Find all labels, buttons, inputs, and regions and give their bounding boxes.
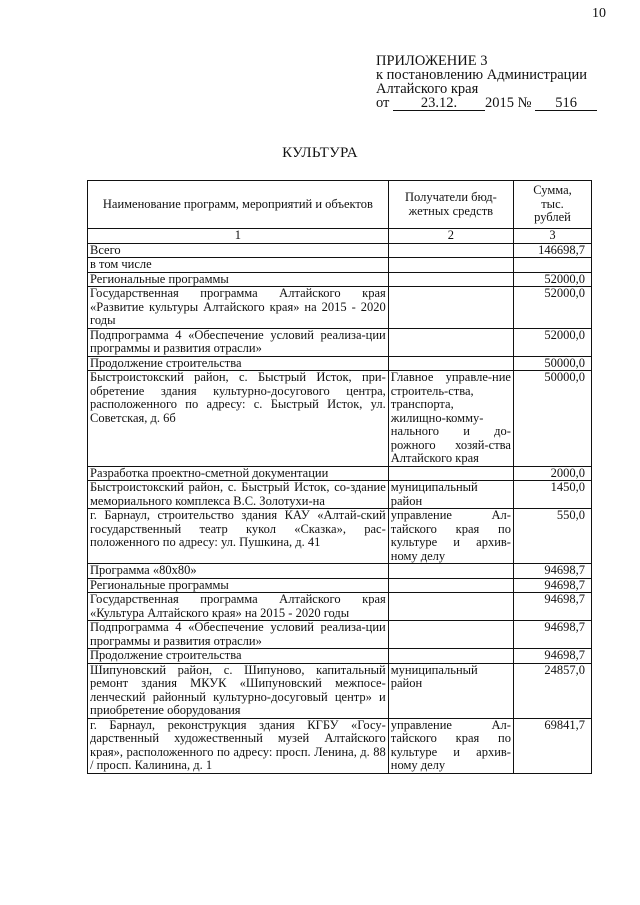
row-sum: [513, 258, 591, 273]
header-recipient: Получатели бюд-жетных средств: [388, 181, 513, 229]
row-name: Всего: [88, 243, 389, 258]
row-recipient: [388, 564, 513, 579]
row-recipient: муниципальный район: [388, 663, 513, 718]
appendix-line-3: Алтайского края: [376, 81, 479, 97]
header-sum: Сумма, тыс. рублей: [513, 181, 591, 229]
row-name: г. Барнаул, реконструкция здания КГБУ «Госу-дарственный художественный музей Алтайского края», расположенного по адресу: просп. Ленина, д. 88 / просп. Калинина, д. 1: [88, 718, 389, 773]
col-number-2: 2: [388, 229, 513, 244]
row-name: Региональные программы: [88, 272, 389, 287]
section-title: КУЛЬТУРА: [282, 145, 358, 161]
row-sum: 50000,0: [513, 356, 591, 371]
column-number-row: [88, 229, 592, 244]
row-name: Подпрограмма 4 «Обеспечение условий реализа-ции программы и развития отрасли»: [88, 328, 389, 356]
row-recipient: [388, 272, 513, 287]
table-row: [88, 509, 592, 564]
row-recipient: управление Ал-тайского края по культуре и архив-ному делу: [388, 718, 513, 773]
row-recipient: [388, 578, 513, 593]
table-row: [88, 564, 592, 579]
row-sum: 52000,0: [513, 328, 591, 356]
appendix-line-2: к постановлению Администрации: [376, 67, 587, 83]
col-number-1: 1: [88, 229, 389, 244]
row-recipient: [388, 243, 513, 258]
row-recipient: [388, 356, 513, 371]
row-recipient: управление Ал-тайского края по культуре и архив-ному делу: [388, 509, 513, 564]
row-sum: 146698,7: [513, 243, 591, 258]
row-name: Шипуновский район, с. Шипуново, капитальный ремонт здания МКУК «Шипуновский межпосе-ленческий районный культурно-досуговый центр» и приобретение оборудования: [88, 663, 389, 718]
table-row: [88, 243, 592, 258]
row-recipient: [388, 621, 513, 649]
page-number: 10: [592, 6, 606, 21]
row-name: Разработка проектно-сметной документации: [88, 466, 389, 481]
row-sum: 94698,7: [513, 564, 591, 579]
row-name: Государственная программа Алтайского края «Культура Алтайского края» на 2015 - 2020 годы: [88, 593, 389, 621]
row-sum: 50000,0: [513, 371, 591, 467]
row-recipient: [388, 258, 513, 273]
decree-number: 516: [535, 97, 597, 111]
decree-date: 23.12.: [393, 97, 485, 111]
decree-year: 2015 №: [485, 95, 532, 111]
row-sum: 94698,7: [513, 621, 591, 649]
appendix-title: ПРИЛОЖЕНИЕ 3: [376, 53, 488, 69]
table-row: [88, 593, 592, 621]
row-name: Быстроистокский район, с. Быстрый Исток, со-здание мемориального комплекса В.С. Золотухи-на: [88, 481, 389, 509]
table-row: [88, 258, 592, 273]
row-name: Быстроистокский район, с. Быстрый Исток, при-обретение здания культурно-досугового центра, расположенного по адресу: с. Быстрый Исток, ул. Советская, д. 6б: [88, 371, 389, 467]
table-row: [88, 621, 592, 649]
table-row: [88, 718, 592, 773]
date-prefix: от: [376, 95, 390, 111]
row-name: Региональные программы: [88, 578, 389, 593]
table-row: [88, 663, 592, 718]
row-recipient: [388, 649, 513, 664]
row-name: Программа «80х80»: [88, 564, 389, 579]
table-row: [88, 649, 592, 664]
row-sum: 52000,0: [513, 287, 591, 329]
row-recipient: Главное управле-ние строитель-ства, транспорта, жилищно-комму-нального и до-рожного хозяй-ства Алтайского края: [388, 371, 513, 467]
row-sum: 550,0: [513, 509, 591, 564]
budget-table: [87, 180, 592, 774]
table-row: [88, 272, 592, 287]
row-name: Подпрограмма 4 «Обеспечение условий реализа-ции программы и развития отрасли»: [88, 621, 389, 649]
row-name: Продолжение строительства: [88, 649, 389, 664]
row-sum: 52000,0: [513, 272, 591, 287]
row-recipient: [388, 328, 513, 356]
appendix-header: [376, 54, 597, 111]
row-recipient: [388, 466, 513, 481]
table-row: [88, 481, 592, 509]
row-recipient: муниципальный район: [388, 481, 513, 509]
row-name: Государственная программа Алтайского края «Развитие культуры Алтайского края» на 2015 - 2020 годы: [88, 287, 389, 329]
row-sum: 94698,7: [513, 593, 591, 621]
header-row: [88, 181, 592, 229]
table-row: [88, 371, 592, 467]
row-recipient: [388, 593, 513, 621]
table-body: [88, 243, 592, 773]
table-row: [88, 466, 592, 481]
row-sum: 69841,7: [513, 718, 591, 773]
row-sum: 94698,7: [513, 649, 591, 664]
header-name: Наименование программ, мероприятий и объектов: [88, 181, 389, 229]
row-sum: 1450,0: [513, 481, 591, 509]
table-row: [88, 578, 592, 593]
table-row: [88, 287, 592, 329]
col-number-3: 3: [513, 229, 591, 244]
row-name: г. Барнаул, строительство здания КАУ «Алтай-ский государственный театр кукол «Сказка», рас-положенного по адресу: ул. Пушкина, д. 41: [88, 509, 389, 564]
row-name: в том числе: [88, 258, 389, 273]
row-recipient: [388, 287, 513, 329]
table-row: [88, 328, 592, 356]
row-sum: 24857,0: [513, 663, 591, 718]
table-row: [88, 356, 592, 371]
row-sum: 2000,0: [513, 466, 591, 481]
appendix-date-line: [376, 96, 597, 111]
row-sum: 94698,7: [513, 578, 591, 593]
row-name: Продолжение строительства: [88, 356, 389, 371]
